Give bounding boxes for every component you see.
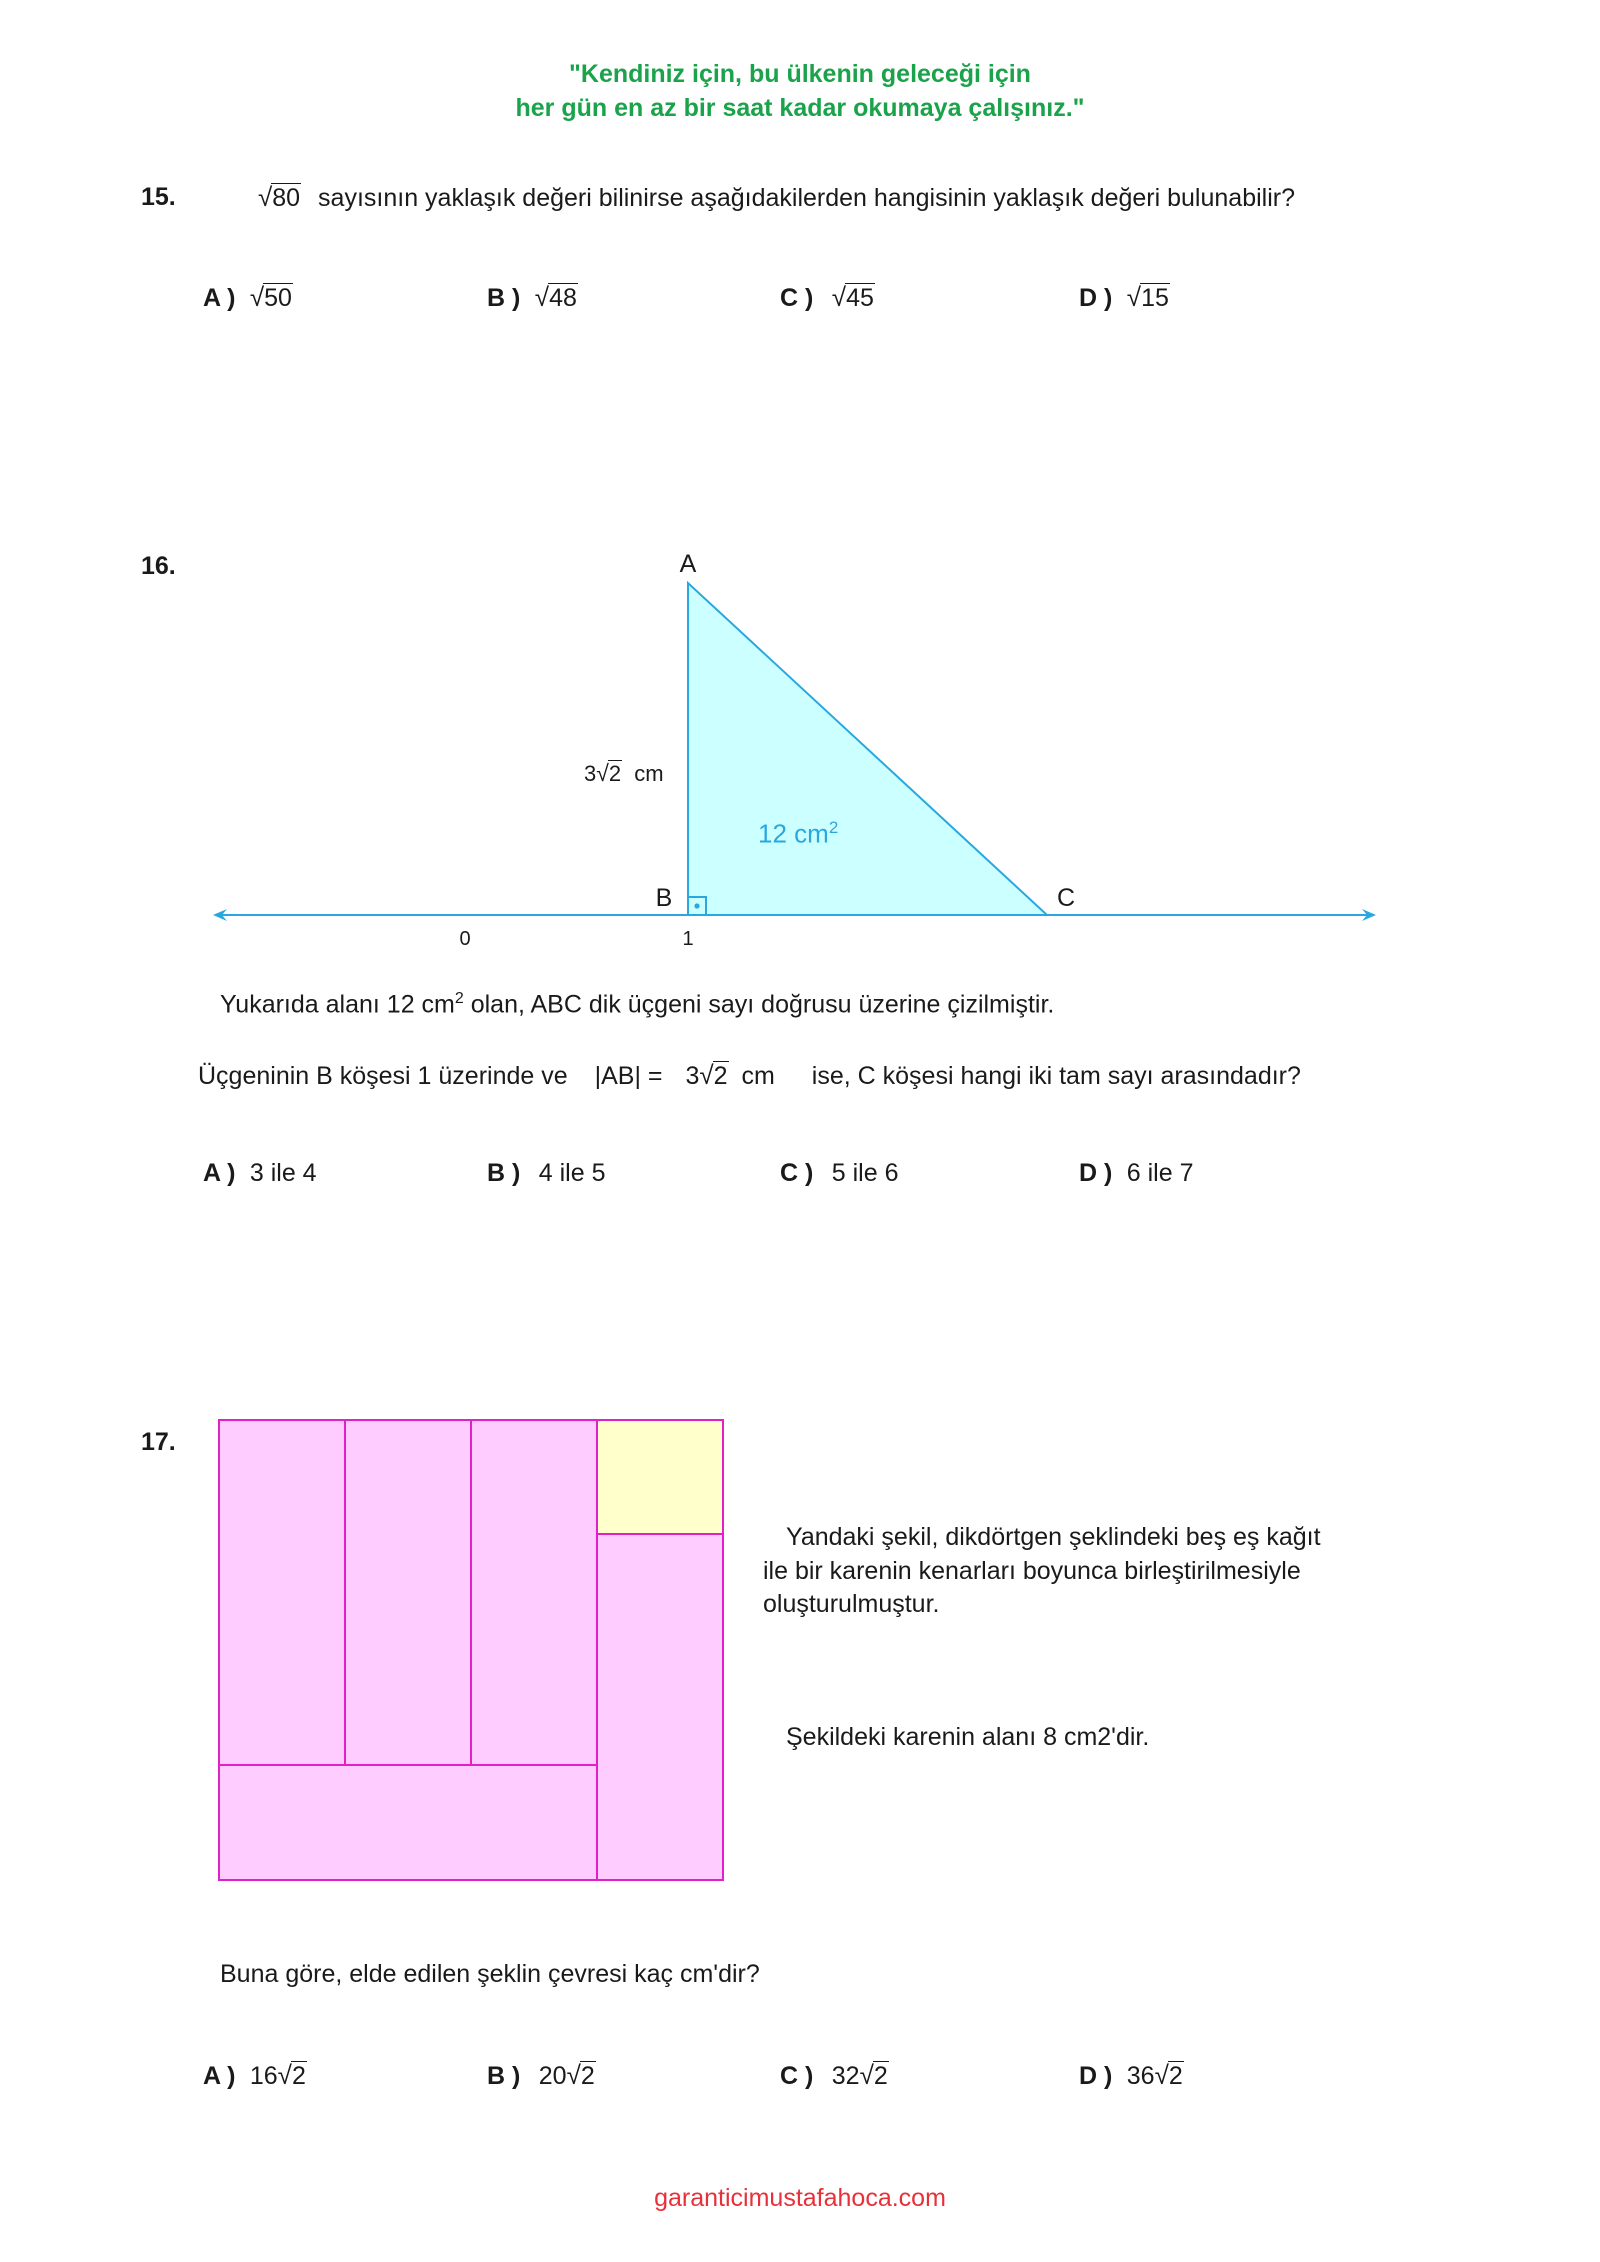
q15-number: 15. <box>141 183 176 211</box>
vertex-label-a: A <box>679 550 697 578</box>
option-value <box>250 2062 307 2090</box>
header-quote-line1: "Kendiniz için, bu ülkenin geleceği için <box>569 60 1031 88</box>
q15-text: sayısının yaklaşık değeri bilinirse aşağıdakilerden hangisinin yaklaşık değeri bulunabilir? <box>318 184 1295 212</box>
paper-rect-1 <box>219 1420 345 1765</box>
option-coef: 36 <box>1126 2062 1155 2090</box>
tick-label-0: 0 <box>459 928 471 950</box>
option-letter: C ) <box>780 2062 814 2090</box>
option-letter: D ) <box>1079 2062 1113 2090</box>
option-radicand: 50 <box>264 284 292 312</box>
option-letter: B ) <box>487 284 521 312</box>
vertex-label-b: B <box>655 884 673 912</box>
option-sqrt: √48 <box>534 282 577 312</box>
q16-triangle-figure <box>0 0 1600 1000</box>
option-radicand: 2 <box>1168 2062 1183 2090</box>
q17-desc-line3: oluşturulmuştur. <box>763 1590 940 1618</box>
q16-line1-exp: 2 <box>454 990 464 1007</box>
q17-desc-line2: ile bir karenin kenarları boyunca birleştirilmesiyle <box>763 1557 1301 1585</box>
q16-option-b[interactable] <box>487 1159 606 1188</box>
paper-rect-3 <box>471 1420 597 1765</box>
option-sqrt: √45 <box>831 282 874 312</box>
paper-rect-5 <box>597 1534 723 1880</box>
option-letter: B ) <box>487 2062 521 2090</box>
side-unit: cm <box>634 761 664 786</box>
q17-desc-line4: Şekildeki karenin alanı 8 cm2'dir. <box>786 1723 1150 1751</box>
option-letter: C ) <box>780 284 814 312</box>
q17-question: Buna göre, elde edilen şeklin çevresi kaç cm'dir? <box>220 1960 760 1988</box>
option-letter: D ) <box>1079 1159 1113 1187</box>
triangle-abc <box>688 583 1047 915</box>
option-radicand: 2 <box>873 2062 888 2090</box>
option-sqrt: √2 <box>566 2060 595 2090</box>
q16-line2-sqrt: √2 <box>699 1060 728 1090</box>
q16-line2-coef: 3 <box>685 1062 700 1090</box>
option-value: 6 ile 7 <box>1126 1159 1194 1187</box>
option-coef: 16 <box>249 2062 278 2090</box>
option-radicand: 48 <box>549 284 577 312</box>
vertex-label-c: C <box>1056 884 1076 912</box>
q17-rectangles-figure <box>0 1400 760 1900</box>
option-letter: A ) <box>203 2062 236 2090</box>
q17-option-d[interactable] <box>1079 2060 1184 2091</box>
q16-side-label <box>584 760 664 787</box>
q16-option-a[interactable] <box>203 1159 317 1188</box>
q17-desc-line1: Yandaki şekil, dikdörtgen şeklindeki beş eş kağıt <box>786 1523 1321 1551</box>
paper-rect-4 <box>219 1765 597 1880</box>
side-sqrt: √2 <box>596 760 622 786</box>
right-angle-dot <box>694 903 699 908</box>
side-coef: 3 <box>584 761 597 786</box>
option-value <box>1127 2062 1184 2090</box>
q16-area-label <box>758 818 838 850</box>
option-value: 5 ile 6 <box>831 1159 899 1187</box>
q16-line1-a: Yukarıda alanı 12 cm <box>220 990 455 1019</box>
q16-line1 <box>220 990 1054 1019</box>
option-letter: A ) <box>203 1159 236 1187</box>
q17-number: 17. <box>141 1428 176 1456</box>
side-radicand: 2 <box>608 761 622 786</box>
option-sqrt: √50 <box>249 282 292 312</box>
q16-line2 <box>198 1060 1408 1091</box>
q17-option-c[interactable] <box>780 2060 889 2091</box>
option-radicand: 15 <box>1141 284 1169 312</box>
option-letter: B ) <box>487 1159 521 1187</box>
q16-line2-b: ise, C köşesi hangi iki tam sayı arasındadır? <box>811 1062 1301 1090</box>
option-letter: C ) <box>780 1159 814 1187</box>
q16-number: 16. <box>141 552 176 580</box>
option-letter: D ) <box>1079 284 1113 312</box>
area-exponent: 2 <box>828 818 839 837</box>
q16-line2-a: Üçgeninin B köşesi 1 üzerinde ve <box>198 1062 568 1090</box>
tick-label-1: 1 <box>682 928 694 950</box>
square <box>597 1420 723 1534</box>
option-radicand: 45 <box>846 284 874 312</box>
option-sqrt: √2 <box>859 2060 888 2090</box>
header-quote-line2: her gün en az bir saat kadar okumaya çalışınız." <box>515 94 1085 122</box>
q17-option-a[interactable] <box>203 2060 307 2091</box>
option-value <box>539 2062 596 2090</box>
option-coef: 20 <box>538 2062 567 2090</box>
paper-rect-2 <box>345 1420 471 1765</box>
q15-radicand: 80 <box>272 184 301 212</box>
q16-line1-b: olan, ABC dik üçgeni sayı doğrusu üzerine çizilmiştir. <box>463 990 1055 1019</box>
option-value: 4 ile 5 <box>538 1159 606 1187</box>
q17-option-b[interactable] <box>487 2060 596 2091</box>
q16-option-d[interactable] <box>1079 1159 1194 1188</box>
option-radicand: 2 <box>291 2062 306 2090</box>
option-radicand: 2 <box>580 2062 595 2090</box>
q16-line2-unit: cm <box>741 1062 775 1090</box>
footer-site-link[interactable]: garanticimustafahoca.com <box>654 2184 946 2212</box>
q16-option-c[interactable] <box>780 1159 899 1188</box>
q16-line2-abs: |AB| = <box>594 1062 663 1090</box>
option-sqrt: √15 <box>1126 282 1169 312</box>
option-sqrt: √2 <box>277 2060 306 2090</box>
area-text: 12 cm <box>758 818 829 849</box>
option-value <box>832 2062 889 2090</box>
option-sqrt: √2 <box>1154 2060 1183 2090</box>
option-letter: A ) <box>203 284 236 312</box>
q16-line2-radicand: 2 <box>713 1062 728 1090</box>
option-value: 3 ile 4 <box>249 1159 317 1187</box>
q15-sqrt: √80 <box>258 182 301 212</box>
option-coef: 32 <box>831 2062 860 2090</box>
